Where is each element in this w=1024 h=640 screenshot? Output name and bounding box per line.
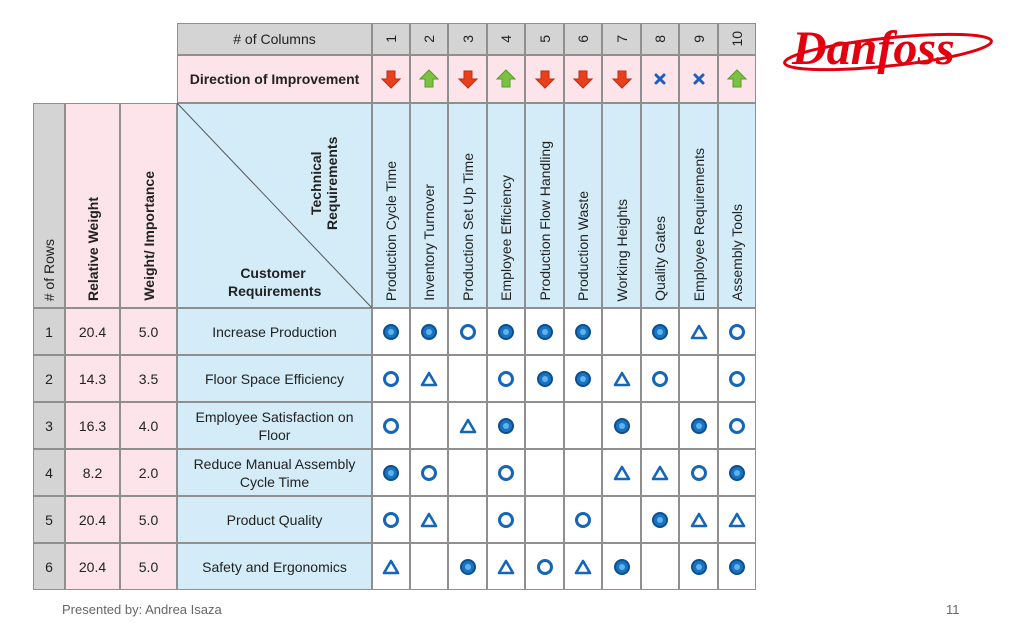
relationship-cell <box>602 543 641 590</box>
strong-relationship-icon <box>537 371 553 387</box>
weak-relationship-triangle-icon <box>690 324 708 340</box>
technical-requirement-label: Working Heights <box>613 198 630 301</box>
relative-weight-cell <box>65 402 120 449</box>
relationship-cell <box>525 308 564 355</box>
column-number-label: 9 <box>690 35 707 43</box>
column-number <box>487 23 525 55</box>
column-number-label: 5 <box>536 35 553 43</box>
relationship-cell <box>718 402 756 449</box>
weight-cell <box>120 402 177 449</box>
row-number <box>33 543 65 590</box>
arrow-down-icon <box>573 69 593 89</box>
technical-requirement-header <box>487 103 525 308</box>
relationship-cell <box>410 543 448 590</box>
relationship-cell <box>448 496 487 543</box>
relationship-cell <box>487 496 525 543</box>
customer-requirement-cell <box>177 543 372 590</box>
weak-relationship-triangle-icon <box>690 512 708 528</box>
medium-relationship-icon <box>537 559 553 575</box>
medium-relationship-icon <box>383 512 399 528</box>
strong-relationship-icon <box>383 465 399 481</box>
relationship-cell <box>525 402 564 449</box>
presenter-footer: Presented by: Andrea Isaza <box>62 602 222 617</box>
row-number-label: 1 <box>45 323 53 340</box>
relative-weight-value: 20.4 <box>78 558 107 575</box>
column-number <box>448 23 487 55</box>
target-x-icon <box>650 69 670 89</box>
technical-requirement-label: Employee Requirements <box>690 147 707 301</box>
relationship-cell <box>372 402 410 449</box>
relationship-cell <box>564 402 602 449</box>
strong-relationship-icon <box>537 324 553 340</box>
weight-value: 5.0 <box>138 323 159 340</box>
weak-relationship-triangle-icon <box>497 559 515 575</box>
relationship-cell <box>487 308 525 355</box>
relationship-cell <box>564 449 602 496</box>
strong-relationship-icon <box>498 324 514 340</box>
relative-weight-cell <box>65 496 120 543</box>
relationship-cell <box>718 496 756 543</box>
relationship-cell <box>372 496 410 543</box>
weight-value: 5.0 <box>138 558 159 575</box>
medium-relationship-icon <box>460 324 476 340</box>
direction-of-improvement-header <box>177 55 372 103</box>
direction-cell <box>487 55 525 103</box>
technical-requirement-label: Inventory Turnover <box>421 184 437 301</box>
relative-weight-cell <box>65 355 120 402</box>
row-number-label: 2 <box>45 370 53 387</box>
technical-requirement-header <box>372 103 410 308</box>
column-number-label: 3 <box>459 35 476 43</box>
arrow-up-icon <box>496 69 516 89</box>
weight-cell <box>120 496 177 543</box>
strong-relationship-icon <box>460 559 476 575</box>
column-number-label: 2 <box>421 35 437 43</box>
target-x-icon <box>689 69 709 89</box>
row-number <box>33 496 65 543</box>
row-number <box>33 449 65 496</box>
relationship-cell <box>641 402 679 449</box>
medium-relationship-icon <box>498 371 514 387</box>
relationship-cell <box>602 355 641 402</box>
weak-relationship-triangle-icon <box>613 465 631 481</box>
relationship-cell <box>602 402 641 449</box>
relationship-cell <box>641 449 679 496</box>
relationship-cell <box>372 308 410 355</box>
weak-relationship-triangle-icon <box>459 418 477 434</box>
relationship-cell <box>448 402 487 449</box>
technical-requirement-header <box>679 103 718 308</box>
relationship-cell <box>679 543 718 590</box>
weight-value: 5.0 <box>138 511 159 528</box>
customer-requirement-cell <box>177 402 372 449</box>
relationship-cell <box>410 355 448 402</box>
technical-requirement-label: Production Flow Handling <box>536 141 553 301</box>
technical-requirement-header <box>718 103 756 308</box>
relationship-cell <box>410 496 448 543</box>
relationship-cell <box>410 308 448 355</box>
medium-relationship-icon <box>383 418 399 434</box>
row-number-label: 5 <box>45 511 53 528</box>
medium-relationship-icon <box>729 371 745 387</box>
relative-weight-cell <box>65 543 120 590</box>
weight-cell <box>120 449 177 496</box>
columns-count-header <box>177 23 372 55</box>
corner-header <box>177 103 372 308</box>
relationship-cell <box>641 496 679 543</box>
relationship-cell <box>448 355 487 402</box>
arrow-down-icon <box>381 69 401 89</box>
weak-relationship-triangle-icon <box>651 465 669 481</box>
column-number <box>602 23 641 55</box>
weight-importance-label: Weight/ Importance <box>140 171 157 301</box>
arrow-down-icon <box>458 69 478 89</box>
customer-requirement-label: Reduce Manual Assembly Cycle Time <box>193 455 356 490</box>
technical-requirement-header <box>602 103 641 308</box>
relationship-cell <box>679 496 718 543</box>
strong-relationship-icon <box>614 418 630 434</box>
medium-relationship-icon <box>729 324 745 340</box>
relationship-cell <box>487 543 525 590</box>
relative-weight-cell <box>65 308 120 355</box>
strong-relationship-icon <box>575 324 591 340</box>
relationship-cell <box>372 355 410 402</box>
medium-relationship-icon <box>575 512 591 528</box>
customer-requirements-label: Customer Requirements <box>228 265 322 299</box>
relative-weight-value: 16.3 <box>78 417 107 434</box>
relationship-cell <box>372 449 410 496</box>
technical-requirement-label: Quality Gates <box>652 216 668 301</box>
strong-relationship-icon <box>691 559 707 575</box>
relationship-cell <box>564 355 602 402</box>
relationship-cell <box>641 543 679 590</box>
customer-requirement-label: Increase Production <box>212 323 337 340</box>
strong-relationship-icon <box>652 324 668 340</box>
technical-requirement-label: Production Cycle Time <box>383 160 399 301</box>
customer-requirement-cell <box>177 449 372 496</box>
relationship-cell <box>564 543 602 590</box>
relationship-cell <box>487 449 525 496</box>
direction-cell <box>718 55 756 103</box>
column-number <box>372 23 410 55</box>
relationship-cell <box>679 308 718 355</box>
technical-requirement-label: Employee Efficiency <box>498 175 514 301</box>
medium-relationship-icon <box>729 418 745 434</box>
direction-label: Direction of Improvement <box>189 71 360 87</box>
column-number <box>525 23 564 55</box>
weight-cell <box>120 308 177 355</box>
relationship-cell <box>448 308 487 355</box>
relationship-cell <box>448 543 487 590</box>
relative-weight-value: 20.4 <box>78 511 107 528</box>
relationship-cell <box>718 449 756 496</box>
weight-value: 2.0 <box>138 464 159 481</box>
direction-cell <box>679 55 718 103</box>
weight-cell <box>120 543 177 590</box>
strong-relationship-icon <box>383 324 399 340</box>
customer-requirement-cell <box>177 355 372 402</box>
technical-requirement-header <box>564 103 602 308</box>
relationship-cell <box>410 449 448 496</box>
relationship-cell <box>564 496 602 543</box>
customer-requirement-label: Product Quality <box>226 511 323 528</box>
technical-requirement-header <box>410 103 448 308</box>
row-number <box>33 402 65 449</box>
row-number <box>33 355 65 402</box>
customer-requirement-cell <box>177 308 372 355</box>
relationship-cell <box>602 496 641 543</box>
weak-relationship-triangle-icon <box>420 512 438 528</box>
technical-requirement-header <box>641 103 679 308</box>
medium-relationship-icon <box>691 465 707 481</box>
direction-cell <box>641 55 679 103</box>
column-number <box>410 23 448 55</box>
rows-count-label: # of Rows <box>41 238 57 301</box>
row-number <box>33 308 65 355</box>
technical-requirement-label: Production Waste <box>575 191 591 301</box>
strong-relationship-icon <box>691 418 707 434</box>
technical-requirement-header <box>525 103 564 308</box>
relationship-cell <box>718 355 756 402</box>
strong-relationship-icon <box>614 559 630 575</box>
strong-relationship-icon <box>652 512 668 528</box>
technical-requirements-label: Technical Requirements <box>308 136 340 230</box>
relative-weight-value: 14.3 <box>78 370 107 387</box>
medium-relationship-icon <box>652 371 668 387</box>
relative-weight-value: 8.2 <box>82 464 103 481</box>
relationship-cell <box>718 543 756 590</box>
direction-cell <box>602 55 641 103</box>
row-number-label: 3 <box>45 417 53 434</box>
weak-relationship-triangle-icon <box>574 559 592 575</box>
column-number-label: 8 <box>652 35 668 43</box>
column-number-label: 7 <box>613 35 630 43</box>
relationship-cell <box>679 449 718 496</box>
column-number <box>718 23 756 55</box>
relationship-cell <box>372 543 410 590</box>
medium-relationship-icon <box>498 512 514 528</box>
direction-cell <box>448 55 487 103</box>
relationship-cell <box>564 308 602 355</box>
relationship-cell <box>487 355 525 402</box>
weak-relationship-triangle-icon <box>728 512 746 528</box>
technical-requirement-label: Production Set Up Time <box>459 153 476 301</box>
relationship-cell <box>525 496 564 543</box>
weight-value: 4.0 <box>138 417 159 434</box>
column-number <box>641 23 679 55</box>
relationship-cell <box>525 543 564 590</box>
column-number-label: 4 <box>498 35 514 43</box>
direction-cell <box>525 55 564 103</box>
strong-relationship-icon <box>498 418 514 434</box>
relative-weight-cell <box>65 449 120 496</box>
direction-cell <box>564 55 602 103</box>
strong-relationship-icon <box>421 324 437 340</box>
medium-relationship-icon <box>383 371 399 387</box>
customer-requirement-cell <box>177 496 372 543</box>
medium-relationship-icon <box>498 465 514 481</box>
medium-relationship-icon <box>421 465 437 481</box>
weight-value: 3.5 <box>138 370 159 387</box>
row-number-label: 4 <box>45 464 53 481</box>
strong-relationship-icon <box>729 465 745 481</box>
weight-importance-header <box>120 103 177 308</box>
logo <box>778 4 1000 90</box>
technical-requirement-header <box>448 103 487 308</box>
relationship-cell <box>525 449 564 496</box>
weak-relationship-triangle-icon <box>613 371 631 387</box>
relationship-cell <box>641 308 679 355</box>
arrow-down-icon <box>612 69 632 89</box>
arrow-up-icon <box>727 69 747 89</box>
column-number <box>564 23 602 55</box>
page-number: 11 <box>946 602 960 617</box>
logo-text: Danfoss <box>792 22 955 75</box>
weight-cell <box>120 355 177 402</box>
row-number-label: 6 <box>45 558 53 575</box>
relationship-cell <box>448 449 487 496</box>
column-number <box>679 23 718 55</box>
danfoss-logo-icon <box>778 4 1000 90</box>
relationship-cell <box>410 402 448 449</box>
relationship-cell <box>718 308 756 355</box>
direction-cell <box>372 55 410 103</box>
relative-weight-label: Relative Weight <box>84 197 101 301</box>
customer-requirement-label: Employee Satisfaction on Floor <box>195 408 354 443</box>
column-number-label: 10 <box>729 31 745 47</box>
relationship-cell <box>602 308 641 355</box>
relative-weight-header <box>65 103 120 308</box>
relationship-cell <box>641 355 679 402</box>
customer-requirement-label: Safety and Ergonomics <box>202 558 347 575</box>
columns-count-label: # of Columns <box>233 31 316 47</box>
relationship-cell <box>602 449 641 496</box>
strong-relationship-icon <box>729 559 745 575</box>
relative-weight-value: 20.4 <box>78 323 107 340</box>
rows-count-header <box>33 103 65 308</box>
relationship-cell <box>679 402 718 449</box>
arrow-up-icon <box>419 69 439 89</box>
column-number-label: 1 <box>383 35 399 43</box>
arrow-down-icon <box>535 69 555 89</box>
direction-cell <box>410 55 448 103</box>
relationship-cell <box>525 355 564 402</box>
strong-relationship-icon <box>575 371 591 387</box>
column-number-label: 6 <box>575 35 591 43</box>
relationship-cell <box>487 402 525 449</box>
weak-relationship-triangle-icon <box>420 371 438 387</box>
customer-requirement-label: Floor Space Efficiency <box>204 370 345 387</box>
technical-requirement-label: Assembly Tools <box>729 203 745 301</box>
relationship-cell <box>679 355 718 402</box>
weak-relationship-triangle-icon <box>382 559 400 575</box>
